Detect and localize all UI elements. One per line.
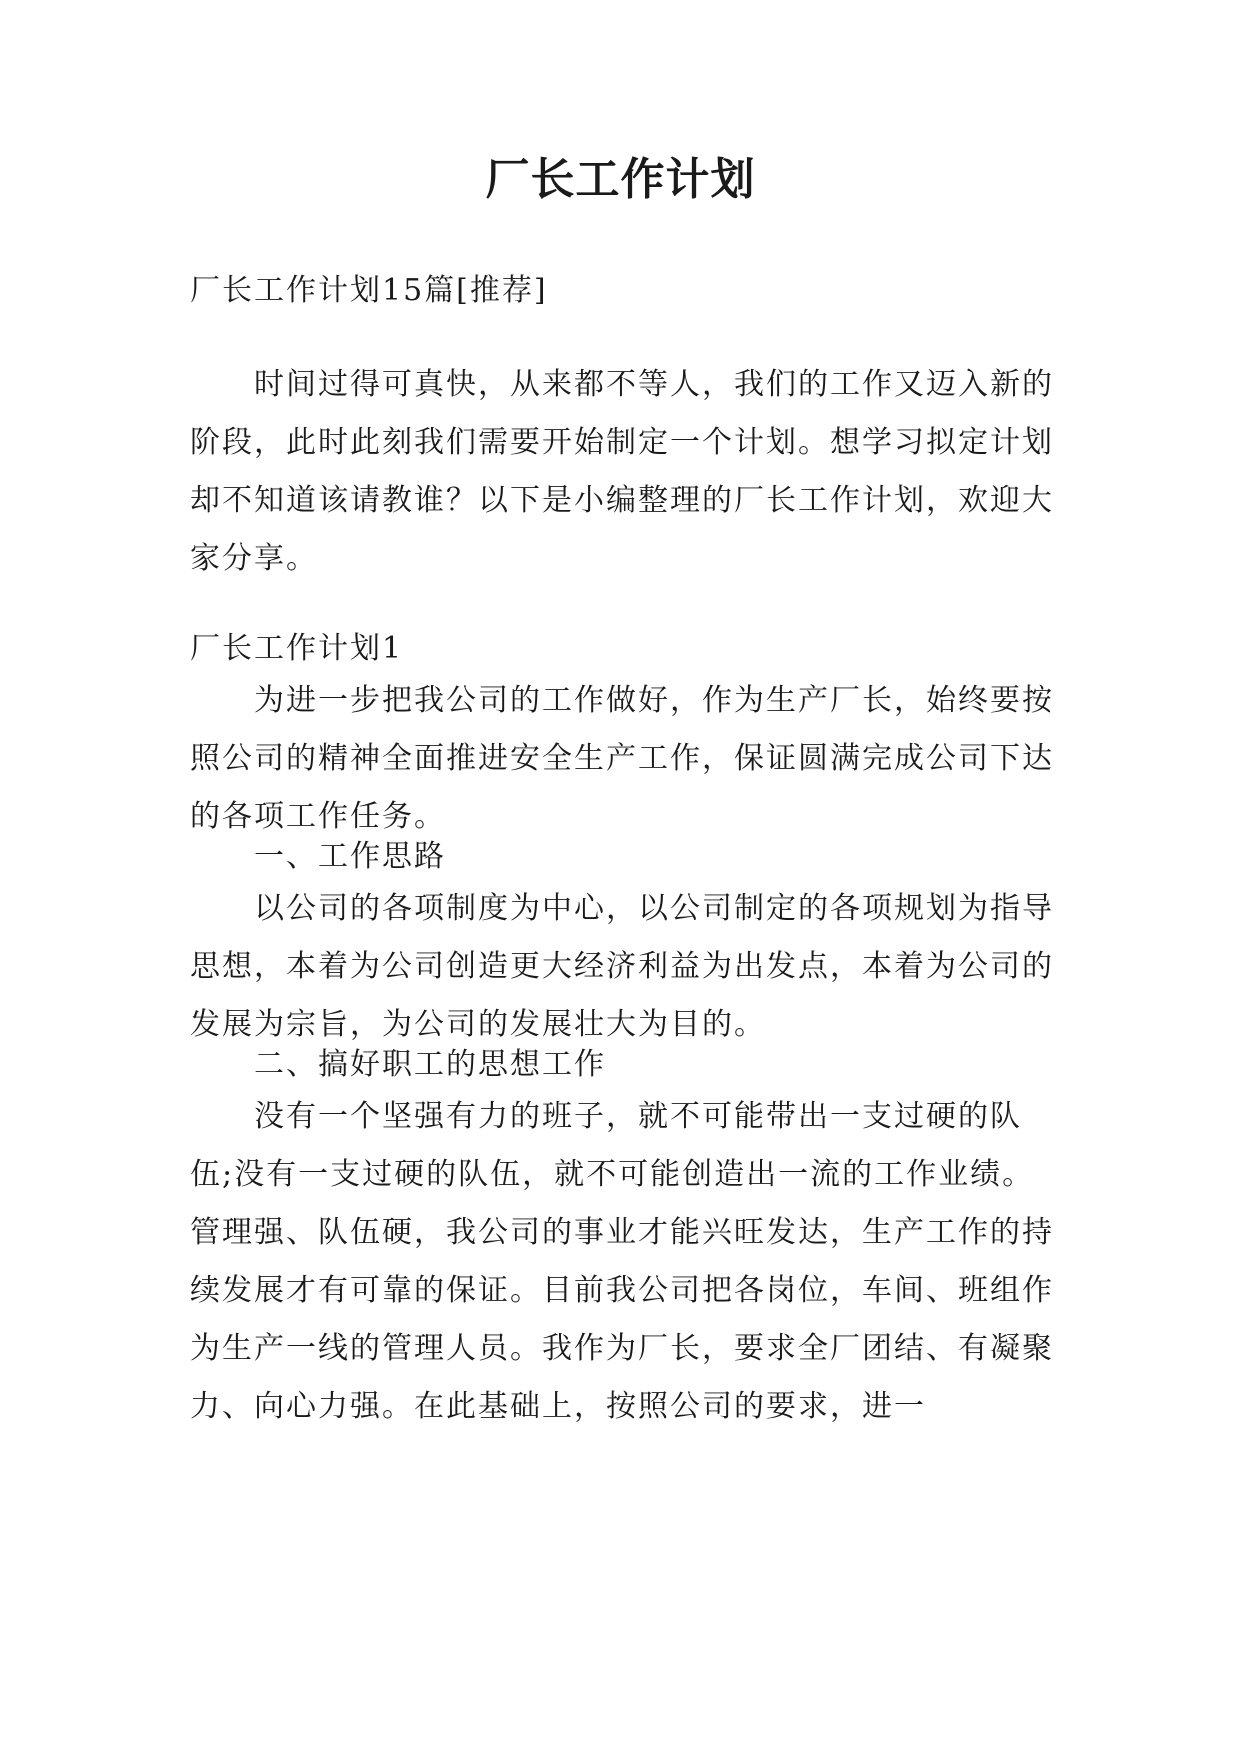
body-paragraph: 为进一步把我公司的工作做好，作为生产厂长，始终要按照公司的精神全面推进安全生产工作，保证圆满完成公司下达的各项工作任务。: [190, 683, 1054, 834]
intro-paragraph: 时间过得可真快，从来都不等人，我们的工作又迈入新的阶段，此时此刻我们需要开始制定一个计划。想学习拟定计划却不知道该请教谁？以下是小编整理的厂长工作计划，欢迎大家分享。: [190, 367, 1054, 576]
subheading: 二、搞好职工的思想工作: [254, 1047, 606, 1082]
body-paragraph: 没有一个坚强有力的班子，就不可能带出一支过硬的队伍;没有一支过硬的队伍，就不可能创造出一流的工作业绩。管理强、队伍硬，我公司的事业才能兴旺发达，生产工作的持续发展才有可靠的保证。目前我公司把各岗位，车间、班组作为生产一线的管理人员。我作为厂长，要求全厂团结、有凝聚力、向心力强。在此基础上，按照公司的要求，进一: [190, 1099, 1054, 1424]
section-heading: 厂长工作计划1: [190, 631, 404, 666]
body-paragraph: 以公司的各项制度为中心，以公司制定的各项规划为指导思想，本着为公司创造更大经济利益为出发点，本着为公司的发展为宗旨，为公司的发展壮大为目的。: [190, 891, 1054, 1042]
document-subtitle: 厂长工作计划15篇[推荐]: [190, 273, 548, 308]
document-title: 厂长工作计划: [485, 154, 756, 205]
subheading: 一、工作思路: [254, 839, 446, 874]
